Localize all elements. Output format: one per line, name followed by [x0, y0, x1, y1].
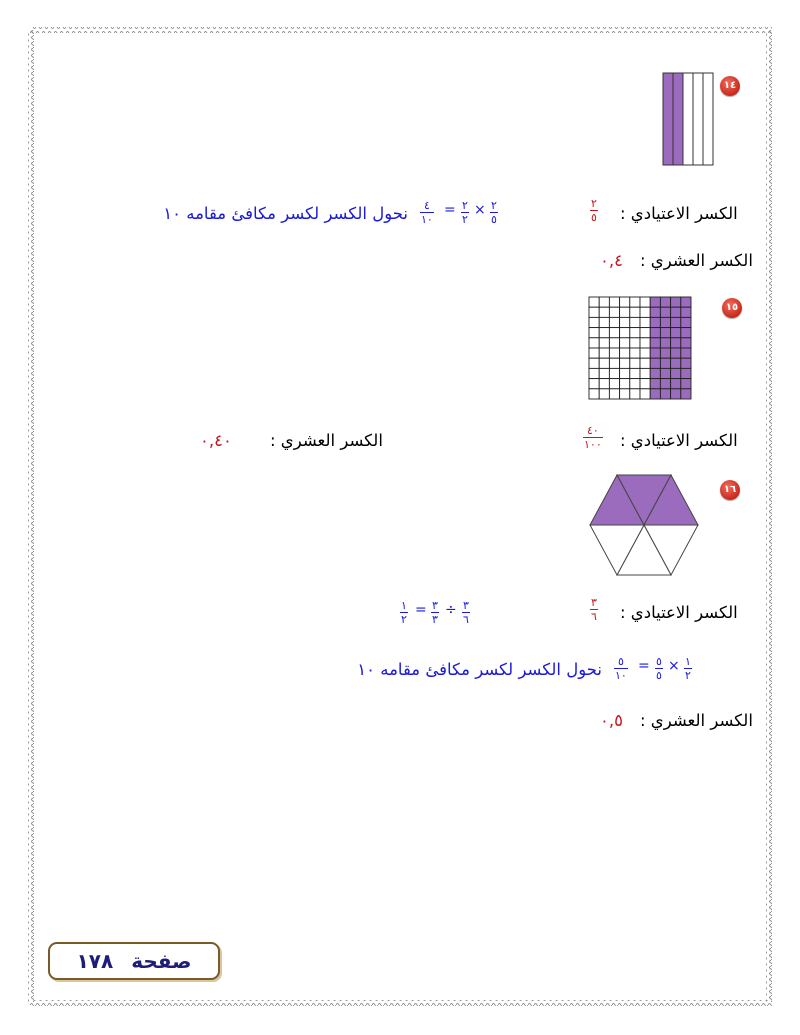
- grid-cell: [630, 338, 640, 348]
- grid-cell: [650, 307, 660, 317]
- decimal-fraction-value-15: ٠,٤٠: [200, 431, 232, 450]
- grid-cell: [660, 348, 670, 358]
- grid-cell: [660, 379, 670, 389]
- grid-cell: [599, 389, 609, 399]
- grid-cell: [660, 389, 670, 399]
- multiply-sign: ×: [474, 202, 486, 218]
- grid-cell: [671, 348, 681, 358]
- grid-cell: [640, 297, 650, 307]
- grid-cell: [609, 338, 619, 348]
- grid-cell: [589, 358, 599, 368]
- grid-cell: [589, 338, 599, 348]
- decimal-fraction-label-15: الكسر العشري :: [270, 431, 383, 450]
- grid-cell: [609, 317, 619, 327]
- grid-cell: [671, 338, 681, 348]
- grid-cell: [681, 389, 691, 399]
- grid-cell: [640, 368, 650, 378]
- strip-2: [673, 73, 683, 165]
- grid-cell: [681, 317, 691, 327]
- grid-cell: [681, 297, 691, 307]
- grid-cell: [640, 307, 650, 317]
- grid-cell: [660, 358, 670, 368]
- grid-cell: [671, 307, 681, 317]
- grid-cell: [609, 297, 619, 307]
- grid-cell: [650, 338, 660, 348]
- problem-16-badge: ١٦: [720, 480, 740, 500]
- grid-cell: [650, 317, 660, 327]
- grid-cell: [609, 358, 619, 368]
- page-number-box: [48, 942, 220, 980]
- grid-cell: [599, 368, 609, 378]
- grid-cell: [671, 358, 681, 368]
- calc-fraction-result: ٤ ١٠: [421, 199, 433, 226]
- calc-fraction-result-16: ٥ ١٠: [615, 655, 627, 682]
- grid-cell: [589, 348, 599, 358]
- grid-cell: [589, 379, 599, 389]
- common-fraction-label-16: الكسر الاعتيادي :: [620, 603, 738, 622]
- common-fraction-label-15: الكسر الاعتيادي :: [620, 431, 738, 450]
- simplify-fraction-a: ٣ ٦: [463, 599, 469, 626]
- grid-cell: [620, 358, 630, 368]
- grid-cell: [620, 368, 630, 378]
- grid-cell: [589, 307, 599, 317]
- calc-fraction-a: ٢ ٥: [491, 199, 497, 226]
- grid-cell: [640, 317, 650, 327]
- grid-cell: [620, 338, 630, 348]
- grid-cell: [620, 379, 630, 389]
- grid-cell: [630, 348, 640, 358]
- grid-cell: [620, 317, 630, 327]
- grid-cell: [681, 348, 691, 358]
- grid-cell: [589, 389, 599, 399]
- decimal-fraction-label-16: الكسر العشري :: [640, 711, 753, 730]
- grid-cell: [630, 379, 640, 389]
- simplify-fraction-b: ٣ ٣: [432, 599, 438, 626]
- grid-cell: [589, 368, 599, 378]
- grid-cell: [620, 307, 630, 317]
- grid-cell: [609, 389, 619, 399]
- grid-cell: [599, 328, 609, 338]
- page-word: صفحة: [131, 949, 192, 973]
- equals-sign-2: =: [415, 602, 427, 618]
- grid-cell: [671, 368, 681, 378]
- strip-3: [683, 73, 693, 165]
- grid-cell: [671, 317, 681, 327]
- hundred-grid-diagram: [588, 296, 692, 400]
- grid-cell: [681, 358, 691, 368]
- grid-cell: [630, 368, 640, 378]
- convert-instruction: نحول الكسر لكسر مكافئ مقامه ١٠: [163, 204, 408, 223]
- decimal-fraction-value: ٠,٤: [600, 251, 623, 270]
- calc-fraction-b: ٢ ٢: [462, 199, 468, 226]
- grid-cell: [599, 307, 609, 317]
- grid-cell: [650, 368, 660, 378]
- grid-cell: [640, 358, 650, 368]
- grid-cell: [630, 389, 640, 399]
- strip-1: [663, 73, 673, 165]
- calc-fraction-b-16: ٥ ٥: [656, 655, 662, 682]
- grid-cell: [681, 379, 691, 389]
- grid-cell: [609, 348, 619, 358]
- grid-cell: [599, 317, 609, 327]
- grid-cell: [660, 297, 670, 307]
- grid-cell: [589, 328, 599, 338]
- grid-cell: [599, 348, 609, 358]
- grid-cell: [630, 358, 640, 368]
- multiply-sign-2: ×: [668, 658, 680, 674]
- grid-cell: [660, 328, 670, 338]
- common-fraction-value-15: ٤٠ ١٠٠: [584, 424, 602, 451]
- decimal-fraction-label: الكسر العشري :: [640, 251, 753, 270]
- grid-cell: [650, 297, 660, 307]
- grid-cell: [640, 379, 650, 389]
- equals-sign-3: =: [638, 658, 650, 674]
- grid-cell: [599, 358, 609, 368]
- grid-cell: [609, 328, 619, 338]
- grid-cell: [681, 368, 691, 378]
- grid-cell: [650, 358, 660, 368]
- grid-cell: [620, 389, 630, 399]
- strip-5: [703, 73, 713, 165]
- common-fraction-label: الكسر الاعتيادي :: [620, 204, 738, 223]
- grid-cell: [671, 389, 681, 399]
- grid-cell: [609, 379, 619, 389]
- grid-cell: [650, 328, 660, 338]
- strip-diagram-fifths: [662, 72, 714, 166]
- grid-cell: [620, 348, 630, 358]
- grid-cell: [671, 297, 681, 307]
- grid-cell: [660, 317, 670, 327]
- grid-cell: [589, 317, 599, 327]
- grid-cell: [599, 379, 609, 389]
- grid-cell: [599, 338, 609, 348]
- divide-sign: ÷: [445, 602, 457, 618]
- grid-cell: [609, 307, 619, 317]
- problem-15-badge: ١٥: [722, 298, 742, 318]
- grid-cell: [599, 297, 609, 307]
- grid-cell: [609, 368, 619, 378]
- convert-instruction-16: نحول الكسر لكسر مكافئ مقامه ١٠: [357, 660, 602, 679]
- grid-cell: [630, 307, 640, 317]
- grid-cell: [681, 328, 691, 338]
- grid-cell: [671, 328, 681, 338]
- grid-cell: [589, 297, 599, 307]
- grid-cell: [681, 338, 691, 348]
- grid-cell: [620, 328, 630, 338]
- common-fraction-value-16: ٣ ٦: [591, 596, 597, 623]
- strip-4: [693, 73, 703, 165]
- grid-cell: [620, 297, 630, 307]
- grid-cell: [640, 328, 650, 338]
- page-number: ١٧٨: [76, 949, 114, 973]
- grid-cell: [650, 389, 660, 399]
- grid-cell: [630, 328, 640, 338]
- equals-sign: =: [444, 202, 456, 218]
- grid-cell: [681, 307, 691, 317]
- grid-cell: [640, 389, 650, 399]
- grid-cell: [630, 317, 640, 327]
- simplify-fraction-result: ١ ٢: [401, 599, 407, 626]
- common-fraction-value: ٢ ٥: [591, 197, 597, 224]
- hexagon-diagram: [586, 474, 702, 578]
- grid-cell: [660, 368, 670, 378]
- grid-cell: [630, 297, 640, 307]
- decimal-fraction-value-16: ٠,٥: [600, 711, 623, 730]
- grid-cell: [660, 307, 670, 317]
- grid-cell: [660, 338, 670, 348]
- grid-cell: [650, 379, 660, 389]
- grid-cell: [650, 348, 660, 358]
- problem-14-badge: ١٤: [720, 76, 740, 96]
- calc-fraction-a-16: ١ ٢: [685, 655, 691, 682]
- grid-cell: [640, 338, 650, 348]
- grid-cell: [640, 348, 650, 358]
- grid-cell: [671, 379, 681, 389]
